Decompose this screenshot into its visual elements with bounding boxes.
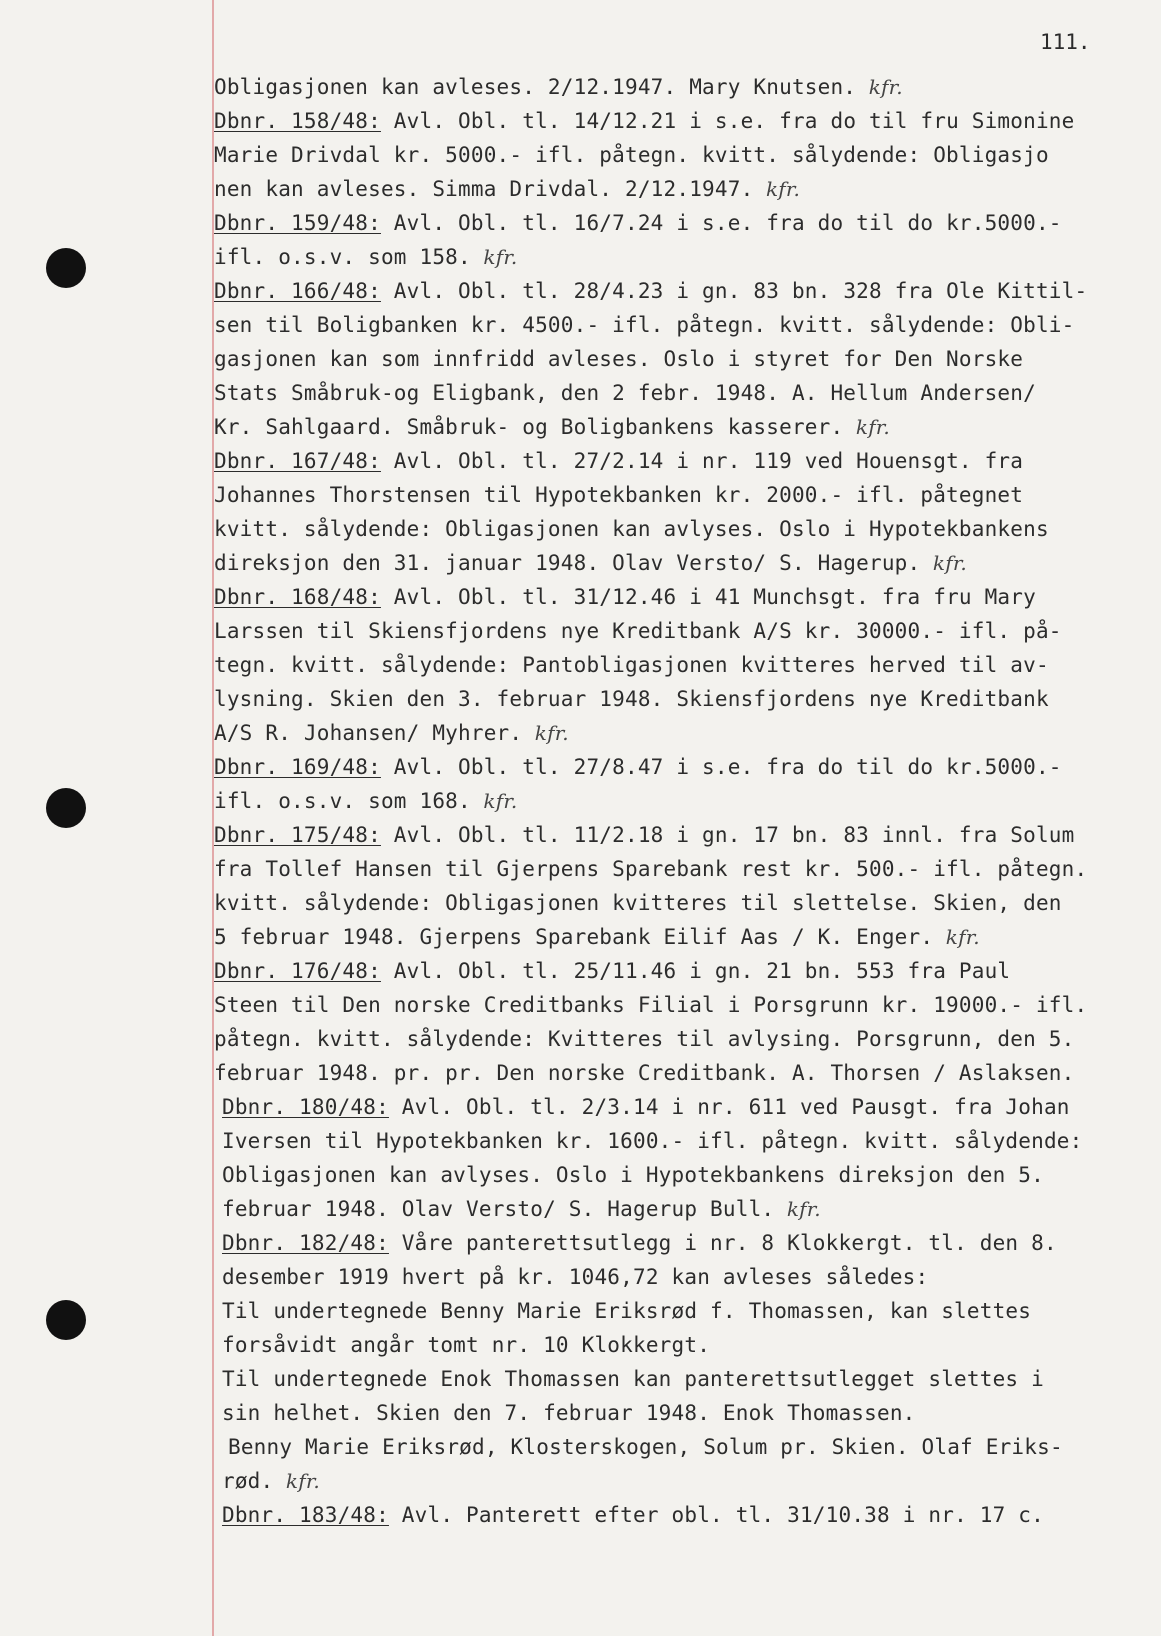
line-text: lysning. Skien den 3. februar 1948. Skiensfjordens nye Kreditbank bbox=[214, 687, 1049, 711]
line-text: fra Tollef Hansen til Gjerpens Sparebank rest kr. 500.- ifl. påtegn. bbox=[214, 857, 1088, 881]
entry-reference: Dbnr. 180/48: bbox=[222, 1095, 389, 1119]
entry-reference: Dbnr. 166/48: bbox=[214, 279, 381, 303]
line-text: Johannes Thorstensen til Hypotekbanken kr. 2000.- ifl. påtegnet bbox=[214, 483, 1024, 507]
text-line bbox=[214, 1192, 1144, 1226]
text-line bbox=[214, 614, 1144, 648]
register-text bbox=[214, 70, 1144, 1532]
line-text: Larssen til Skiensfjordens nye Kreditbank A/S kr. 30000.- ifl. på- bbox=[214, 619, 1062, 643]
text-line bbox=[214, 1396, 1144, 1430]
line-text: desember 1919 hvert på kr. 1046,72 kan avleses således: bbox=[222, 1265, 929, 1289]
handwritten-initials: kfr. bbox=[939, 925, 980, 949]
line-text: rød. bbox=[222, 1469, 274, 1493]
text-line bbox=[214, 682, 1144, 716]
text-line bbox=[214, 376, 1144, 410]
line-text: forsåvidt angår tomt nr. 10 Klokkergt. bbox=[222, 1333, 711, 1357]
entry-reference: Dbnr. 176/48: bbox=[214, 959, 381, 983]
text-line bbox=[214, 954, 1144, 988]
text-line bbox=[214, 308, 1144, 342]
text-line bbox=[214, 240, 1144, 274]
text-line bbox=[214, 1464, 1144, 1498]
line-text: påtegn. kvitt. sålydende: Kvitteres til avlysing. Porsgrunn, den 5. bbox=[214, 1027, 1075, 1051]
handwritten-initials: kfr. bbox=[279, 1469, 320, 1493]
line-text: direksjon den 31. januar 1948. Olav Versto/ S. Hagerup. bbox=[214, 551, 921, 575]
line-text: kvitt. sålydende: Obligasjonen kvitteres til slettelse. Skien, den bbox=[214, 891, 1062, 915]
handwritten-initials: kfr. bbox=[926, 551, 967, 575]
entry-reference: Dbnr. 158/48: bbox=[214, 109, 381, 133]
line-text: Obligasjonen kan avlyses. Oslo i Hypotekbankens direksjon den 5. bbox=[222, 1163, 1044, 1187]
line-text: Obligasjonen kan avleses. 2/12.1947. Mary Knutsen. bbox=[214, 75, 857, 99]
entry-reference: Dbnr. 182/48: bbox=[222, 1231, 389, 1255]
text-line bbox=[214, 988, 1144, 1022]
handwritten-initials: kfr. bbox=[849, 415, 890, 439]
line-text: Stats Småbruk-og Eligbank, den 2 febr. 1948. A. Hellum Andersen/ bbox=[214, 381, 1036, 405]
handwritten-initials: kfr. bbox=[759, 177, 801, 201]
punch-hole-middle bbox=[46, 788, 86, 828]
line-text: Avl. Obl. tl. 27/2.14 i nr. 119 ved Houensgt. fra bbox=[380, 449, 1024, 473]
line-text: Avl. Obl. tl. 25/11.46 i gn. 21 bn. 553 fra Paul bbox=[380, 959, 1011, 983]
text-line bbox=[214, 1260, 1144, 1294]
text-line bbox=[214, 1362, 1144, 1396]
entry-reference: Dbnr. 169/48: bbox=[214, 755, 381, 779]
text-line bbox=[214, 206, 1144, 240]
entry-reference: Dbnr. 167/48: bbox=[214, 449, 381, 473]
text-line bbox=[214, 648, 1144, 682]
line-text: Marie Drivdal kr. 5000.- ifl. påtegn. kvitt. sålydende: Obligasjo bbox=[214, 143, 1049, 167]
text-line bbox=[214, 750, 1144, 784]
text-line bbox=[214, 546, 1144, 580]
line-text: Steen til Den norske Creditbanks Filial i Porsgrunn kr. 19000.- ifl. bbox=[214, 993, 1088, 1017]
text-line bbox=[214, 410, 1144, 444]
text-line bbox=[214, 818, 1144, 852]
line-text: nen kan avleses. Simma Drivdal. 2/12.1947. bbox=[214, 177, 754, 201]
text-line bbox=[214, 920, 1144, 954]
text-line bbox=[214, 1158, 1144, 1192]
line-text: sin helhet. Skien den 7. februar 1948. Enok Thomassen. bbox=[222, 1401, 916, 1425]
line-text: februar 1948. pr. pr. Den norske Creditbank. A. Thorsen / Aslaksen. bbox=[214, 1061, 1075, 1085]
text-line bbox=[214, 784, 1144, 818]
text-line bbox=[214, 274, 1144, 308]
text-line bbox=[214, 886, 1144, 920]
line-text: Avl. Obl. tl. 31/12.46 i 41 Munchsgt. fra fru Mary bbox=[380, 585, 1036, 609]
line-text: Våre panterettsutlegg i nr. 8 Klokkergt. tl. den 8. bbox=[388, 1231, 1057, 1255]
line-text: Avl. Obl. tl. 14/12.21 i s.e. fra do til fru Simonine bbox=[380, 109, 1075, 133]
handwritten-initials: kfr. bbox=[528, 721, 569, 745]
text-line bbox=[214, 342, 1144, 376]
text-line bbox=[214, 1226, 1144, 1260]
handwritten-initials: kfr. bbox=[476, 789, 518, 813]
line-text: Avl. Obl. tl. 28/4.23 i gn. 83 bn. 328 fra Ole Kittil- bbox=[380, 279, 1088, 303]
line-text: Iversen til Hypotekbanken kr. 1600.- ifl. påtegn. kvitt. sålydende: bbox=[222, 1129, 1083, 1153]
line-text: ifl. o.s.v. som 158. bbox=[214, 245, 471, 269]
line-text: Avl. Obl. tl. 16/7.24 i s.e. fra do til do kr.5000.- bbox=[380, 211, 1062, 235]
page-number: 111. bbox=[1040, 30, 1091, 54]
text-line bbox=[214, 852, 1144, 886]
line-text: Avl. Obl. tl. 2/3.14 i nr. 611 ved Pausgt. fra Johan bbox=[388, 1095, 1070, 1119]
handwritten-initials: kfr. bbox=[780, 1197, 821, 1221]
text-line bbox=[214, 580, 1144, 614]
text-line bbox=[214, 1056, 1144, 1090]
handwritten-initials: kfr. bbox=[862, 75, 903, 99]
text-line bbox=[214, 1430, 1144, 1464]
text-line bbox=[214, 444, 1144, 478]
text-line bbox=[214, 1124, 1144, 1158]
line-text: Til undertegnede Enok Thomassen kan panterettsutlegget slettes i bbox=[222, 1367, 1044, 1391]
line-text: Avl. Obl. tl. 27/8.47 i s.e. fra do til do kr.5000.- bbox=[380, 755, 1062, 779]
text-line bbox=[214, 478, 1144, 512]
line-text: februar 1948. Olav Versto/ S. Hagerup Bull. bbox=[222, 1197, 775, 1221]
text-line bbox=[214, 1328, 1144, 1362]
text-line bbox=[214, 716, 1144, 750]
line-text: tegn. kvitt. sålydende: Pantobligasjonen kvitteres herved til av- bbox=[214, 653, 1049, 677]
text-line bbox=[214, 1498, 1144, 1532]
entry-reference: Dbnr. 175/48: bbox=[214, 823, 381, 847]
line-text: Avl. Panterett efter obl. tl. 31/10.38 i nr. 17 c. bbox=[388, 1503, 1044, 1527]
text-line bbox=[214, 1022, 1144, 1056]
entry-reference: Dbnr. 159/48: bbox=[214, 211, 381, 235]
line-text: Benny Marie Eriksrød, Klosterskogen, Solum pr. Skien. Olaf Eriks- bbox=[228, 1435, 1063, 1459]
entry-reference: Dbnr. 183/48: bbox=[222, 1503, 389, 1527]
text-line bbox=[214, 70, 1144, 104]
text-line bbox=[214, 138, 1144, 172]
entry-reference: Dbnr. 168/48: bbox=[214, 585, 381, 609]
line-text: sen til Boligbanken kr. 4500.- ifl. påtegn. kvitt. sålydende: Obli- bbox=[214, 313, 1075, 337]
punch-hole-top bbox=[46, 248, 86, 288]
text-line bbox=[214, 1294, 1144, 1328]
line-text: Kr. Sahlgaard. Småbruk- og Boligbankens kasserer. bbox=[214, 415, 844, 439]
text-line bbox=[214, 104, 1144, 138]
line-text: Til undertegnede Benny Marie Eriksrød f. Thomassen, kan slettes bbox=[222, 1299, 1032, 1323]
text-line bbox=[214, 172, 1144, 206]
line-text: A/S R. Johansen/ Myhrer. bbox=[214, 721, 523, 745]
line-text: Avl. Obl. tl. 11/2.18 i gn. 17 bn. 83 innl. fra Solum bbox=[380, 823, 1075, 847]
line-text: 5 februar 1948. Gjerpens Sparebank Eilif Aas / K. Enger. bbox=[214, 925, 934, 949]
line-text: gasjonen kan som innfridd avleses. Oslo i styret for Den Norske bbox=[214, 347, 1024, 371]
text-line bbox=[214, 512, 1144, 546]
handwritten-initials: kfr. bbox=[476, 245, 518, 269]
text-line bbox=[214, 1090, 1144, 1124]
line-text: kvitt. sålydende: Obligasjonen kan avlyses. Oslo i Hypotekbankens bbox=[214, 517, 1049, 541]
line-text: ifl. o.s.v. som 168. bbox=[214, 789, 471, 813]
punch-hole-bottom bbox=[46, 1300, 86, 1340]
